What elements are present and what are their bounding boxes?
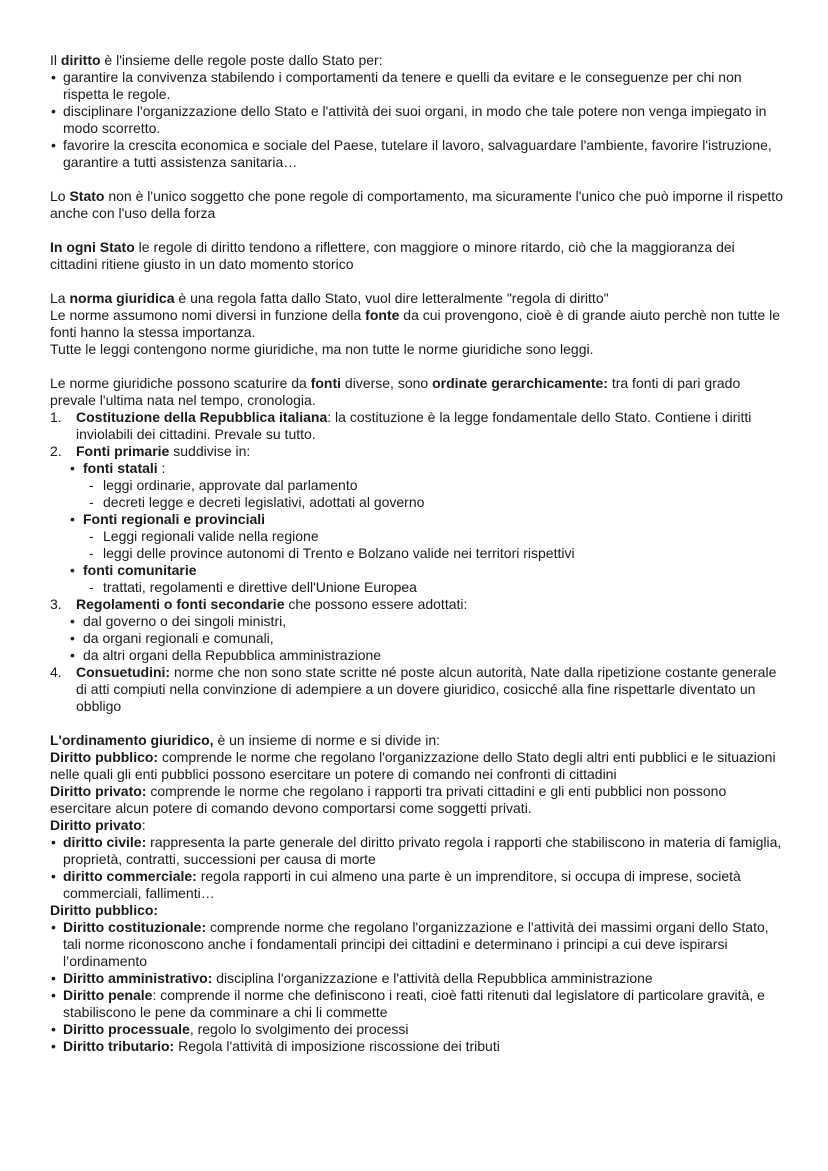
fonti-primarie-list xyxy=(50,460,785,477)
text: : comprende il norme che definiscono i reati, cioè fatti ritenuti dal legislatore di particolare gravità, e stabiliscono le pene da comminare a chi li commette xyxy=(63,987,765,1020)
text: La xyxy=(50,290,70,306)
text: regola rapporti in cui almeno una parte è un imprenditore, si occupa di imprese, società commerciali, fallimenti… xyxy=(63,868,741,901)
term: Diritto privato xyxy=(50,817,142,833)
list-item xyxy=(50,562,785,579)
ordinamento-paragraph xyxy=(50,732,785,749)
dash-list xyxy=(50,528,785,562)
list-item: - Leggi regionali valide nella regione xyxy=(50,528,785,545)
term: Fonti primarie xyxy=(76,443,170,459)
list-number: 2. xyxy=(50,443,62,459)
text: , regolo lo svolgimento dei processi xyxy=(189,1021,409,1037)
text: Le norme giuridiche possono scaturire da xyxy=(50,375,311,391)
fonti-paragraph xyxy=(50,375,785,409)
secondarie-list xyxy=(50,613,785,664)
text: diverse, sono xyxy=(341,375,433,391)
term-norma-giuridica: norma giuridica xyxy=(69,290,175,306)
term: diritto civile: xyxy=(63,834,147,850)
fonti-primarie-list xyxy=(50,511,785,528)
intro-paragraph xyxy=(50,52,785,69)
list-item: - decreti legge e decreti legislativi, adottati al governo xyxy=(50,494,785,511)
privato-paragraph xyxy=(50,783,785,817)
privato-heading xyxy=(50,817,785,834)
text: è l'insieme delle regole poste dallo Stato per: xyxy=(100,52,383,68)
stato-paragraph xyxy=(50,188,785,222)
term: Diritto pubblico: xyxy=(50,749,159,765)
term: Diritto pubblico: xyxy=(50,902,159,918)
text: comprende le norme che regolano i rapporti tra privati cittadini e gli enti pubblici non possono esercitare alcun potere di comando devono comportarsi come soggetti privati. xyxy=(50,783,727,816)
intro-list xyxy=(50,69,785,171)
term: Regolamenti o fonti secondarie xyxy=(76,596,285,612)
dash-list xyxy=(50,579,785,596)
list-item: • favorire la crescita economica e sociale del Paese, tutelare il lavoro, salvaguardare l'ambiente, favorire l'istruzione, garantire a tutti assistenza sanitaria… xyxy=(50,137,785,171)
term: fonti statali xyxy=(83,460,158,476)
list-number: 3. xyxy=(50,596,62,612)
ogni-stato-paragraph xyxy=(50,239,785,273)
norma-paragraph-3: Tutte le leggi contengono norme giuridiche, ma non tutte le norme giuridiche sono leggi. xyxy=(50,341,594,357)
norma-paragraph-2 xyxy=(50,307,785,341)
term: Diritto costituzionale: xyxy=(63,919,207,935)
text: Il xyxy=(50,52,61,68)
list-item xyxy=(50,868,785,902)
list-item xyxy=(50,460,785,477)
term: Diritto amministrativo: xyxy=(63,970,213,986)
pubblico-list xyxy=(50,919,785,1055)
fonti-list xyxy=(50,664,785,715)
term-diritto: diritto xyxy=(60,52,101,68)
pubblico-heading xyxy=(50,902,785,919)
list-item xyxy=(50,919,785,970)
fonti-primarie-list xyxy=(50,562,785,579)
fonti-list xyxy=(50,409,785,460)
text: Regola l'attività di imposizione riscossione dei tributi xyxy=(174,1038,500,1054)
norma-paragraph xyxy=(50,290,785,307)
text: che possono essere adottati: xyxy=(284,596,468,612)
list-item xyxy=(50,987,785,1021)
text: : la costituzione è la legge fondamentale dello Stato. Contiene i diritti inviolabili dei cittadini. Prevale su tutto. xyxy=(76,409,752,442)
list-item xyxy=(50,834,785,868)
term: Fonti regionali e provinciali xyxy=(83,511,266,527)
term-fonti: fonti xyxy=(310,375,342,391)
term: fonti comunitarie xyxy=(83,562,197,578)
pubblico-paragraph xyxy=(50,749,785,783)
text: Lo xyxy=(50,188,70,204)
text: è una regola fatta dallo Stato, vuol dire letteralmente "regola di diritto" xyxy=(174,290,609,306)
list-item: • dal governo o dei singoli ministri, xyxy=(50,613,785,630)
list-item xyxy=(50,596,785,613)
text: da cui provengono, cioè è di grande aiuto perchè non tutte le fonti hanno la stessa importanza. xyxy=(50,307,780,340)
privato-list xyxy=(50,834,785,902)
text: Le norme assumono nomi diversi in funzione della xyxy=(50,307,366,323)
term: Diritto privato: xyxy=(50,783,147,799)
dash-list xyxy=(50,477,785,511)
term-ogni-stato: In ogni Stato xyxy=(50,239,135,255)
text: è un insieme di norme e si divide in: xyxy=(213,732,441,748)
text: le regole di diritto tendono a riflettere, con maggiore o minore ritardo, ciò che la maggioranza dei cittadini ritiene giusto in un dato momento storico xyxy=(50,239,735,272)
list-item xyxy=(50,443,785,460)
text: suddivise in: xyxy=(169,443,251,459)
list-number: 4. xyxy=(50,664,62,680)
list-item: • da altri organi della Repubblica amministrazione xyxy=(50,647,785,664)
text: norme che non sono state scritte né poste alcun autorità, Nate dalla ripetizione costante generale di atti compiuti nella convinzione di adempiere a un dovere giuridico, cosicché alla fine rispettarle diventato un obbligo xyxy=(76,664,777,714)
fonti-list xyxy=(50,596,785,613)
term: Diritto processuale xyxy=(63,1021,190,1037)
term-fonte: fonte xyxy=(365,307,400,323)
list-item: - trattati, regolamenti e direttive dell'Unione Europea xyxy=(50,579,785,596)
text: rappresenta la parte generale del diritto privato regola i rapporti che stabiliscono in materia di famiglia, proprietà, contratti, successioni per causa di morte xyxy=(63,834,782,867)
term-stato: Stato xyxy=(69,188,105,204)
list-item xyxy=(50,970,785,987)
text: : xyxy=(157,460,166,476)
list-item xyxy=(50,409,785,443)
text: tra fonti di pari grado prevale l'ultima nata nel tempo, cronologia. xyxy=(50,375,741,408)
text: disciplina l'organizzazione e l'attività della Repubblica amministrazione xyxy=(212,970,653,986)
term: Diritto penale xyxy=(63,987,153,1003)
list-item xyxy=(50,664,785,715)
list-item: • da organi regionali e comunali, xyxy=(50,630,785,647)
term: Consuetudini: xyxy=(76,664,171,680)
term: diritto commerciale: xyxy=(63,868,197,884)
term-ordinamento: L'ordinamento giuridico, xyxy=(50,732,214,748)
text: comprende le norme che regolano l'organizzazione dello Stato degli altri enti pubblici e le situazioni nelle quali gli enti pubblici possono esercitare un potere di comando nei confronti di cittadini xyxy=(50,749,776,782)
text: comprende norme che regolano l'organizzazione e l'attività dei massimi organi dello Stato, tali norme riconoscono anche i fondamentali principi dei cittadini e determinano i principi a cui deve ispirarsi l’ordinamento xyxy=(63,919,769,969)
list-item xyxy=(50,1038,785,1055)
list-item: - leggi ordinarie, approvate dal parlamento xyxy=(50,477,785,494)
list-number: 1. xyxy=(50,409,62,425)
list-item: - leggi delle province autonomi di Trento e Bolzano valide nei territori rispettivi xyxy=(50,545,785,562)
document-body xyxy=(50,52,785,1055)
term: Diritto tributario: xyxy=(63,1038,175,1054)
list-item xyxy=(50,1021,785,1038)
text: : xyxy=(141,817,146,833)
list-item: • garantire la convivenza stabilendo i comportamenti da tenere e quelli da evitare e le conseguenze per chi non rispetta le regole. xyxy=(50,69,785,103)
text: non è l'unico soggetto che pone regole di comportamento, ma sicuramente l'unico che può imporne il rispetto anche con l'uso della forza xyxy=(50,188,783,221)
term: Costituzione della Repubblica italiana xyxy=(76,409,328,425)
list-item: • disciplinare l'organizzazione dello Stato e l'attività dei suoi organi, in modo che tale potere non venga impiegato in modo scorretto. xyxy=(50,103,785,137)
list-item xyxy=(50,511,785,528)
term-ordinate: ordinate gerarchicamente: xyxy=(432,375,608,391)
